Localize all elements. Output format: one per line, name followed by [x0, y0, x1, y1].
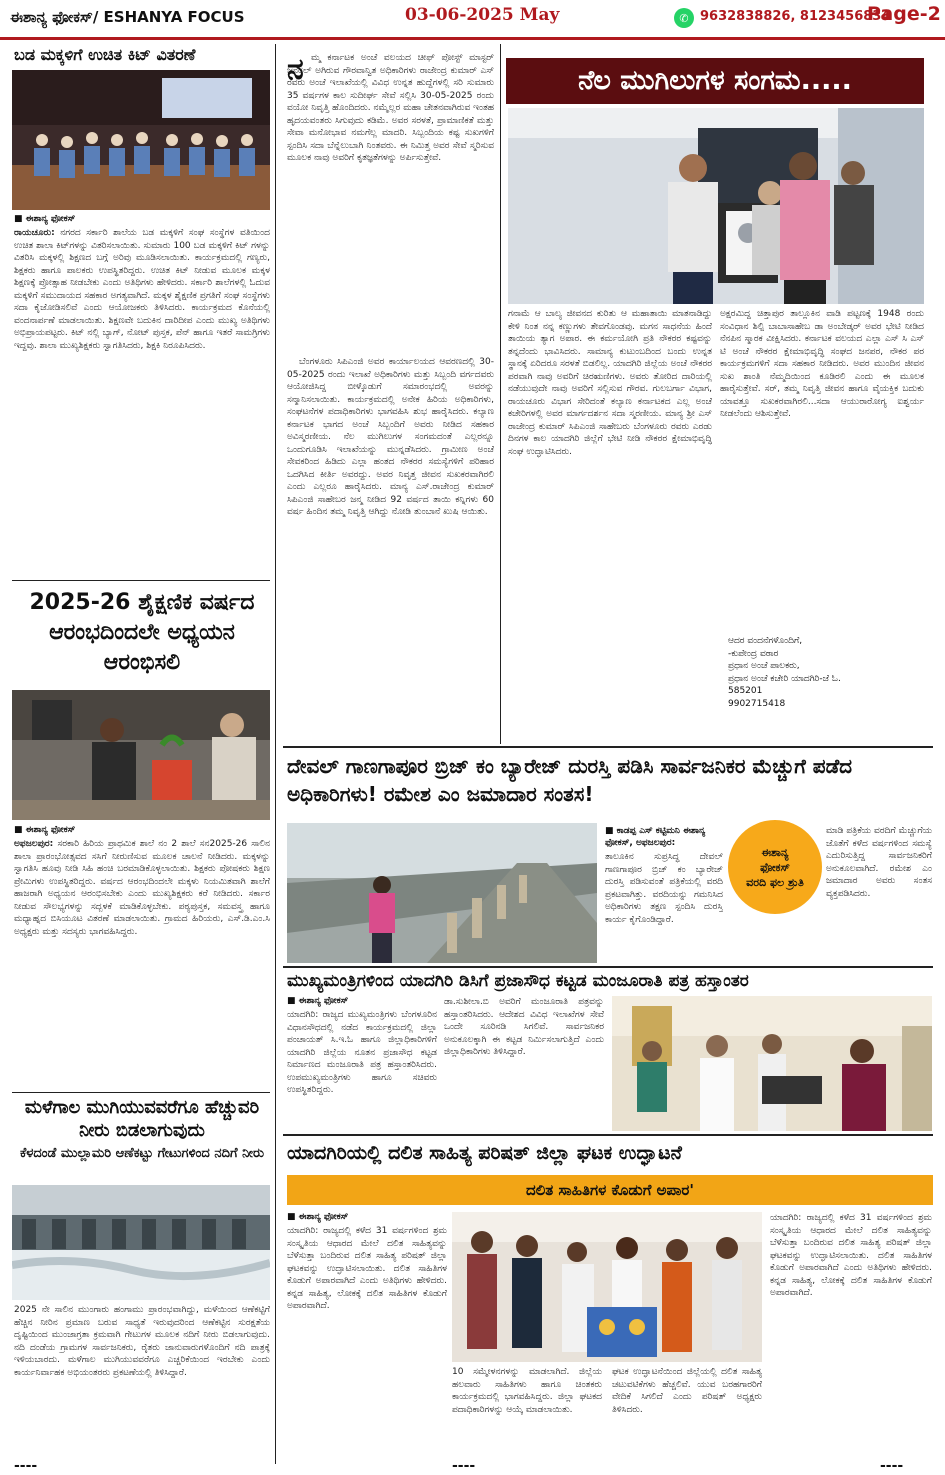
feature-body-left: ಗನಾಮೆ ಆ ಬಾಲ್ಯ ಜೀವನದ ಕುರಿತು ಆ ಮಹಾತಾಯಿ ಮಾತನಾಡಿದ್ದು ಕೇಳಿ ನಿಂತ ನನ್ನ ಕಣ್ಣುಗಳು ತೇವಗೊಂಡವು. ಮಗನ ಸಾಧನೆಯ ಹಿಂದೆ ತಾಯಿಯ ತ್ಯಾಗ ಅಪಾರ. ಈ ಕರ್ಮಯೋಗಿ ಪ್ರತಿ ನೌಕರರ ಕಷ್ಟವನ್ನು ತನ್ನದೆಂದು ಭಾವಿಸಿದರು. ಸಾಮಾನ್ಯ ಕುಟುಂಬದಿಂದ ಬಂದು ಉನ್ನತ ಸ್ಥಾನಕ್ಕೆ ಏರಿದರೂ ಸರಳತೆ ಬಿಡಲಿಲ್ಲ. ಯಾದಗಿರಿ ಜಿಲ್ಲೆಯ ಅಂಚೆ ನೌಕರರ ಪರವಾಗಿ ನಾವು ಅವರಿಗೆ ಚಿರಋಣಿಗಳು. ಅವರು ತೋರಿದ ದಾರಿಯಲ್ಲಿ ನಡೆಯುವುದೇ ನಾವು ಅವರಿಗೆ ಸಲ್ಲಿಸುವ ಗೌರವ. ಗುಲಬರ್ಗಾ ವಿಭಾಗ, ರಾಯಚೂರು ವಿಭಾಗ ಸೇರಿದಂತೆ ಕಲ್ಯಾಣ ಕರ್ನಾಟಕದ ಎಲ್ಲ ಅಂಚೆ ಕಚೇರಿಗಳಲ್ಲಿ ಅವರ ಮಾರ್ಗದರ್ಶನ ಸದಾ ಸ್ಮರಣೀಯ. ಮಾನ್ಯ ಶ್ರೀ ಎಸ್ ರಾಜೇಂದ್ರ ಕುಮಾರ್ ಸಿಪಿಎಂಜಿ ಸಾಹೇಬರು ಬೆಂಗಳೂರು ರವರು ಎರಡು ದಿನಗಳ ಕಾಲ ಯಾದಗಿರಿ ಜಿಲ್ಲೆಗೆ ಭೇಟಿ ನೀಡಿ ನೌಕರರ ಕ್ಷೇಮಾಭಿವೃದ್ಧಿ ಸಂಘ ಉದ್ಘಾಟಿಸಿದರು.	[508, 309, 712, 457]
byline: ■ ಈಶಾನ್ಯ ಫೋಕಸ್	[14, 825, 76, 835]
sign-line: -ಕುಪೇಂದ್ರ ವಠಾರ	[728, 648, 779, 659]
column-divider	[500, 44, 501, 744]
byline: ■ ಈಶಾನ್ಯ ಫೋಕಸ್	[14, 214, 76, 224]
section-divider	[12, 1092, 270, 1093]
sign-line: 585201	[728, 686, 763, 696]
photo-dalit-inauguration	[452, 1212, 762, 1362]
sign-line: ಪ್ರಧಾನ ಅಂಚೆ ಕಚೇರಿ ಯಾದಗಿರಿ-ಜೆ ಓ.	[728, 673, 841, 684]
byline-dalit: ■ ಈಶಾನ್ಯ ಫೋಕಸ್	[287, 1212, 349, 1222]
photo-kit-distribution	[12, 70, 270, 210]
article-body-dalit-3: ಘಟಕ ಉದ್ಘಾಟನೆಯಿಂದ ಜಿಲ್ಲೆಯಲ್ಲಿ ದಲಿತ ಸಾಹಿತ್ಯ ಚಟುವಟಿಕೆಗಳು ಹೆಚ್ಚಲಿವೆ. ಯುವ ಬರಹಗಾರರಿಗೆ ವೇದಿಕೆ ಸಿಗಲಿದೆ ಎಂದು ಪರಿಷತ್ ಅಧ್ಯಕ್ಷರು ತಿಳಿಸಿದರು.	[612, 1367, 762, 1415]
article-body-dalit: ಯಾದಗಿರಿ: ರಾಜ್ಯದಲ್ಲಿ ಕಳೆದ 31 ವರ್ಷಗಳಿಂದ ಶ್ರಮ ಸಂಸ್ಕೃತಿಯ ಆಧಾರದ ಮೇಲೆ ದಲಿತ ಸಾಹಿತ್ಯವನ್ನು ಬೆಳೆಸುತ್ತಾ ಬಂದಿರುವ ದಲಿತ ಸಾಹಿತ್ಯ ಪರಿಷತ್ ಜಿಲ್ಲಾ ಘಟಕವನ್ನು ಉದ್ಘಾಟಿಸಲಾಯಿತು. ದಲಿತ ಸಾಹಿತಿಗಳ ಕೊಡುಗೆ ಅಪಾರವಾಗಿದೆ ಎಂದು ಅತಿಥಿಗಳು ಹೇಳಿದರು. ಕನ್ನಡ ಸಾಹಿತ್ಯ, ಲೋಕಕ್ಕೆ ದಲಿತ ಸಾಹಿತಿಗಳ ಕೊಡುಗೆ ಅಪಾರವಾಗಿದೆ.	[287, 1226, 447, 1311]
article-body-cm-2: ಡಾ.ಸುಶೀಲಾ.ಬಿ ಅವರಿಗೆ ಮಂಜೂರಾತಿ ಪತ್ರವನ್ನು ಹಸ್ತಾಂತರಿಸಿದರು. ಆದೇಶದ ವಿವಿಧ ಇಲಾಖೆಗಳ ಸೇವೆ ಒಂದೇ ಸೂರಿನಡಿ ಸಿಗಲಿವೆ. ಸಾರ್ವಜನಿಕರ ಅನುಕೂಲಕ್ಕಾಗಿ ಈ ಕಟ್ಟಡ ನಿರ್ಮಿಸಲಾಗುತ್ತಿದೆ ಎಂದು ಜಿಲ್ಲಾಧಿಕಾರಿಗಳು ತಿಳಿಸಿದ್ದಾರೆ.	[444, 997, 604, 1057]
article-body-cm: ಯಾದಗಿರಿ: ರಾಜ್ಯದ ಮುಖ್ಯಮಂತ್ರಿಗಳು ಬೆಂಗಳೂರಿನ ವಿಧಾನಸೌಧದಲ್ಲಿ ನಡೆದ ಕಾರ್ಯಕ್ರಮದಲ್ಲಿ ಜಿಲ್ಲಾ ಪಂಚಾಯತ್ ಸಿ.ಇ.ಓ ಹಾಗೂ ಜಿಲ್ಲಾಧಿಕಾರಿಗಳಿಗೆ ಯಾದಗಿರಿ ಜಿಲ್ಲೆಯ ನೂತನ ಪ್ರಜಾಸೌಧ ಕಟ್ಟಡ ನಿರ್ಮಾಣದ ಮಂಜೂರಾತಿ ಪತ್ರ ಹಸ್ತಾಂತರಿಸಿದರು. ಉಪಮುಖ್ಯಮಂತ್ರಿಗಳು ಹಾಗೂ ಸಚಿವರು ಉಪಸ್ಥಿತರಿದ್ದರು.	[287, 1010, 437, 1095]
footer-dashes: ----	[14, 1458, 38, 1474]
article-body-retirement-1: ಮ್ಮ ಕರ್ನಾಟಕ ಅಂಚೆ ವಲಯದ ಚೀಫ್ ಪೋಸ್ಟ್ ಮಾಸ್ಟರ್ ಜನರಲ್ ಅಗಿರುವ ಗೌರವಾನ್ವಿತ ಅಧಿಕಾರಿಗಳು ರಾಜೇಂದ್ರ ಕುಮಾರ್ ಎಸ್ ರವರು ಅಂಚೆ ಇಲಾಖೆಯಲ್ಲಿ ವಿವಿಧ ಉನ್ನತ ಹುದ್ದೆಗಳಲ್ಲಿ ಸರಿ ಸುಮಾರು 35 ವರ್ಷಗಳ ಕಾಲ ಸುದೀರ್ಘ ಸೇವೆ ಸಲ್ಲಿಸಿ 30-05-2025 ರಂದು ವಯೋ ನಿವೃತ್ತಿ ಹೊಂದಿದರು. ನಮ್ಮೆಲ್ಲರ ಮಹಾ ಚೇತನವಾಗಿರುವ ಇಂತಹ ಹೃದಯವಂತರು ಸಿಗುವುದು ಕಡಿಮೆ. ಅವರ ಸರಳತೆ, ಪ್ರಾಮಾಣಿಕತೆ ಮತ್ತು ಸೇವಾ ಮನೋಭಾವ ನಮಗೆಲ್ಲ ಮಾದರಿ. ಸಿಬ್ಬಂದಿಯ ಕಷ್ಟ ಸುಖಗಳಿಗೆ ಸ್ಪಂದಿಸಿ ಸದಾ ಬೆನ್ನೆಲುಬಾಗಿ ನಿಂತವರು. ಈ ನಿಮಿತ್ತ ಅವರ ಸೇವೆ ಸ್ಮರಿಸುವ ಮೂಲಕ ನಾವು ಅವರಿಗೆ ಕೃತಜ್ಞತೆಗಳನ್ನು ಅರ್ಪಿಸುತ್ತೇವೆ.	[287, 53, 494, 163]
phone-numbers: 9632838826, 8123456834	[700, 9, 891, 24]
article-body-water-release: 2025 ನೇ ಸಾಲಿನ ಮುಂಗಾರು ಹಂಗಾಮು ಪ್ರಾರಂಭವಾಗಿದ್ದು, ಮಳೆಯಿಂದ ಆಣೆಕಟ್ಟಿಗೆ ಹೆಚ್ಚಿನ ನೀರಿನ ಪ್ರಮಾಣ ಬರುವ ಸಾಧ್ಯತೆ ಇರುವುದರಿಂದ ಆಣೆಕಟ್ಟಿನ ಸುರಕ್ಷತೆಯ ದೃಷ್ಟಿಯಿಂದ ಮುಂಜಾಗ್ರತಾ ಕ್ರಮವಾಗಿ ಗೇಟುಗಳ ಮೂಲಕ ನದಿಗೆ ನೀರು ಬಿಡಲಾಗುವುದು. ನದಿ ದಂಡೆಯ ಗ್ರಾಮಗಳ ಸಾರ್ವಜನಿಕರು, ರೈತರು ಜಾನುವಾರುಗಳೊಂದಿಗೆ ನದಿ ಪಾತ್ರಕ್ಕೆ ಇಳಿಯಬಾರದು. ಮಳೆಗಾಲ ಮುಗಿಯುವವರೆಗೂ ಎಚ್ಚರಿಕೆಯಿಂದ ಇರಬೇಕು ಎಂದು ಕಾರ್ಯನಿರ್ವಾಹಕ ಅಭಿಯಂತರರು ಪ್ರಕಟಣೆಯಲ್ಲಿ ತಿಳಿಸಿದ್ದಾರೆ.	[14, 1305, 270, 1378]
badge-line: ಈಶಾನ್ಯ	[761, 845, 789, 859]
section-divider	[283, 746, 933, 748]
article-body-kit: ರಾಯಚೂರು: ನಗರದ ಸರ್ಕಾರಿ ಶಾಲೆಯ ಬಡ ಮಕ್ಕಳಿಗೆ ಸಂಘ ಸಂಸ್ಥೆಗಳ ವತಿಯಿಂದ ಉಚಿತ ಶಾಲಾ ಕಿಟ್‌ಗಳನ್ನು ವಿತರಿಸಲಾಯಿತು. ಸುಮಾರು 100 ಬಡ ಮಕ್ಕಳಿಗೆ ಕಿಟ್ ಗಳನ್ನು ವಿತರಿಸಿ ಮಕ್ಕಳಲ್ಲಿ ಶಿಕ್ಷಣದ ಬಗ್ಗೆ ಅರಿವು ಮೂಡಿಸಲಾಯಿತು. ಕಾರ್ಯಕ್ರಮದಲ್ಲಿ ಗಣ್ಯರು, ಶಿಕ್ಷಕರು ಹಾಗೂ ಪಾಲಕರು ಉಪಸ್ಥಿತರಿದ್ದರು. ಉಚಿತ ಕಿಟ್ ನೀಡುವ ಮೂಲಕ ಮಕ್ಕಳ ಶಿಕ್ಷಣಕ್ಕೆ ಪ್ರೋತ್ಸಾಹ ನೀಡಬೇಕು ಎಂದು ಅತಿಥಿಗಳು ಹೇಳಿದರು. ಸರ್ಕಾರಿ ಶಾಲೆಗಳಲ್ಲಿ ಓದುವ ಮಕ್ಕಳಿಗೆ ಸಮುದಾಯದ ಸಹಕಾರ ಅಗತ್ಯವಾಗಿದೆ. ಮಕ್ಕಳ ಶೈಕ್ಷಣಿಕ ಪ್ರಗತಿಗೆ ಸಂಘ ಸಂಸ್ಥೆಗಳು ಸದಾ ಕೈಜೋಡಿಸಲಿವೆ ಎಂದು ಆಯೋಜಕರು ತಿಳಿಸಿದರು. ಕಾರ್ಯಕ್ರಮದ ಕೊನೆಯಲ್ಲಿ ವಂದನಾರ್ಪಣೆ ಮಾಡಲಾಯಿತು. ಶಿಕ್ಷಣವೇ ಬದುಕಿನ ದಾರಿದೀಪ ಎಂದು ಮುಖ್ಯ ಅತಿಥಿಗಳು ಅಭಿಪ್ರಾಯಪಟ್ಟರು. ಕಿಟ್ ನಲ್ಲಿ ಬ್ಯಾಗ್, ನೋಟ್ ಪುಸ್ತಕ, ಪೆನ್ ಹಾಗೂ ಇತರೆ ಸಾಮಗ್ರಿಗಳು ಇದ್ದವು. ಶಾಲಾ ಮುಖ್ಯಶಿಕ್ಷಕರು ಸ್ವಾಗತಿಸಿದರು, ಶಿಕ್ಷಕಿ ನಿರೂಪಿಸಿದರು.	[14, 228, 270, 351]
feature-body-right: ಅಕ್ಷರಮಿದ್ದ ಚಿತ್ತಾಪುರ ತಾಲ್ಲೂಕಿನ ವಾಡಿ ಪಟ್ಟಣಕ್ಕೆ 1948 ರಂದು ಸಂವಿಧಾನ ಶಿಲ್ಪಿ ಬಾಬಾಸಾಹೇಬ ಡಾ ಅಂಬೇಡ್ಕರ್ ಅವರ ಭೇಟಿ ನೀಡಿದ ನೆನಪಿನ ಸ್ಮಾರಕ ವೀಕ್ಷಿಸಿದರು. ಕರ್ನಾಟಕ ವಲಯದ ಎಲ್ಲಾ ಎಸ್ ಸಿ ಎಸ್ ಟಿ ಅಂಚೆ ನೌಕರರ ಕ್ಷೇಮಾಭಿವೃದ್ಧಿ ಸಂಘದ ಜನಪರ, ನೌಕರ ಪರ ಕಾರ್ಯಕ್ರಮಗಳಿಗೆ ಸದಾ ಸಹಕಾರ ನೀಡಿದರು. ಅವರ ಮುಂದಿನ ಜೀವನ ಸುಖ ಶಾಂತಿ ನೆಮ್ಮದಿಯಿಂದ ಕೂಡಿರಲಿ ಎಂದು ಈ ಮೂಲಕ ಹಾರೈಸುತ್ತೇವೆ. ಸರ್, ತಮ್ಮ ನಿವೃತ್ತಿ ಜೀವನ ಹಾಗೂ ವೈಯಕ್ತಿಕ ಬದುಕು ಯಾವತ್ತೂ ಸುಖಕರವಾಗಿರಲಿ...ಸದಾ ಆಯುರಾರೋಗ್ಯ ಐಶ್ವರ್ಯ ನೀಡಲೆಂದು ಆಶಿಸುತ್ತೇವೆ.	[720, 309, 924, 419]
footer-dashes: ----	[880, 1458, 904, 1474]
article-body-retirement-2: ಬೆಂಗಳೂರು ಸಿಪಿಎಂಜಿ ಅವರ ಕಾರ್ಯಾಲಯದ ಆವರಣದಲ್ಲಿ 30-05-2025 ರಂದು ಇಲಾಖೆ ಅಧಿಕಾರಿಗಳು ಮತ್ತು ಸಿಬ್ಬಂದಿ ವರ್ಗದವರು ಆಯೋಜಿಸಿದ್ದ ಬೀಳ್ಕೊಡುಗೆ ಸಮಾರಂಭದಲ್ಲಿ ಅವರನ್ನು ಸನ್ಮಾನಿಸಲಾಯಿತು. ಕಾರ್ಯಕ್ರಮದಲ್ಲಿ ಅನೇಕ ಹಿರಿಯ ಅಧಿಕಾರಿಗಳು, ಸಂಘಟನೆಗಳ ಪದಾಧಿಕಾರಿಗಳು ಭಾಗವಹಿಸಿ ಶುಭ ಹಾರೈಸಿದರು. ಕಲ್ಯಾಣ ಕರ್ನಾಟಕ ಭಾಗದ ಅಂಚೆ ಸಿಬ್ಬಂದಿಗೆ ಅವರು ನೀಡಿದ ಸಹಕಾರ ಅವಿಸ್ಮರಣೀಯ. ನೆಲ ಮುಗಿಲುಗಳ ಸಂಗಮದಂತೆ ಎಲ್ಲರನ್ನೂ ಒಂದುಗೂಡಿಸಿ ಇಲಾಖೆಯನ್ನು ಮುನ್ನಡೆಸಿದರು. ಗ್ರಾಮೀಣ ಅಂಚೆ ಸೇವಕರಿಂದ ಹಿಡಿದು ಎಲ್ಲಾ ಹಂತದ ನೌಕರರ ಸಮಸ್ಯೆಗಳಿಗೆ ಪರಿಹಾರ ಒದಗಿಸಿದ ಕೀರ್ತಿ ಅವರದ್ದು. ಅವರ ನಿವೃತ್ತ ಜೀವನ ಸುಖಕರವಾಗಿರಲಿ ಎಂದು ಎಲ್ಲರೂ ಹಾರೈಸಿದರು. ಮಾನ್ಯ ಎಸ್.ರಾಜೇಂದ್ರ ಕುಮಾರ್ ಸಿಪಿಎಂಜಿ ಸಾಹೇಬರ ಜನ್ಮ ನೀಡಿದ 92 ವರ್ಷದ ತಾಯಿ ಕನ್ನಿಗಳು 60 ವರ್ಷ ಹಿಂದಿನ ತಮ್ಮ ನಿವೃತ್ತಿ ಆಗಿದ್ದು ನೋಡಿ ತುಂಬಾನೆ ಖುಷಿ ಆಯಿತು.	[287, 357, 494, 517]
badge-line: ವರದಿ ಫಲ ಶ್ರುತಿ	[746, 875, 804, 889]
badge-line: ಫೋಕಸ್	[760, 860, 790, 874]
section-divider	[283, 966, 933, 968]
headline-kit: ಬಡ ಮಕ್ಕಳಿಗೆ ಉಚಿತ ಕಿಟ್ ವಿತರಣೆ	[14, 45, 196, 64]
report-impact-badge	[728, 820, 822, 914]
page-number: Page-2	[867, 3, 941, 25]
sign-line: 9902715418	[728, 698, 786, 709]
headline-water-release: ಮಳೆಗಾಲ ಮುಗಿಯುವವರೆಗೂ ಹೆಚ್ಚುವರಿ ನೀರು ಬಿಡಲಾಗುವುದು	[24, 1097, 260, 1141]
article-body-dalit-4: ಯಾದಗಿರಿ: ರಾಜ್ಯದಲ್ಲಿ ಕಳೆದ 31 ವರ್ಷಗಳಿಂದ ಶ್ರಮ ಸಂಸ್ಕೃತಿಯ ಆಧಾರದ ಮೇಲೆ ದಲಿತ ಸಾಹಿತ್ಯವನ್ನು ಬೆಳೆಸುತ್ತಾ ಬಂದಿರುವ ದಲಿತ ಸಾಹಿತ್ಯ ಪರಿಷತ್ ಜಿಲ್ಲಾ ಘಟಕವನ್ನು ಉದ್ಘಾಟಿಸಲಾಯಿತು. ದಲಿತ ಸಾಹಿತಿಗಳ ಕೊಡುಗೆ ಅಪಾರವಾಗಿದೆ ಎಂದು ಅತಿಥಿಗಳು ಹೇಳಿದರು. ಕನ್ನಡ ಸಾಹಿತ್ಯ, ಲೋಕಕ್ಕೆ ದಲಿತ ಸಾಹಿತಿಗಳ ಕೊಡುಗೆ ಅಪಾರವಾಗಿದೆ.	[770, 1213, 932, 1298]
byline-cm: ■ ಈಶಾನ್ಯ ಫೋಕಸ್	[287, 996, 349, 1006]
photo-dam-gates	[12, 1185, 270, 1300]
headline-academic-year: 2025-26 ಶೈಕ್ಷಣಿಕ ವರ್ಷದ ಆರಂಭದಿಂದಲೇ ಅಧ್ಯಯನ ಆರಂಭಿಸಲಿ	[29, 590, 255, 675]
photo-cm-handover	[612, 996, 932, 1131]
byline-bridge: ■ ಕಾಡಪ್ಪ ಎಸ್ ಕಟ್ಟಿಮನಿ ಈಶಾನ್ಯ ಫೋಕಸ್, ಅಫಜಲಪುರ:	[605, 826, 706, 848]
dropcap: ನ	[287, 52, 304, 87]
headline-dalit: ಯಾದಗಿರಿಯಲ್ಲಿ ದಲಿತ ಸಾಹಿತ್ಯ ಪರಿಷತ್ ಜಿಲ್ಲಾ ಘಟಕ ಉದ್ಘಾಟನೆ	[287, 1142, 682, 1164]
section-divider	[283, 1134, 933, 1136]
photo-retirement-felicitation	[508, 108, 924, 304]
subhead-ribbon: ದಲಿತ ಸಾಹಿತಿಗಳ ಕೊಡುಗೆ ಅಪಾರ'	[287, 1175, 933, 1205]
photo-school-opening	[12, 690, 270, 820]
issue-date: 03-06-2025 May	[405, 5, 560, 25]
sign-line: ಪ್ರಧಾನ ಅಂಚೆ ಪಾಲಕರು,	[728, 661, 800, 671]
article-body-academic-year: ಅಫಜಲಪುರ: ಸರಕಾರಿ ಹಿರಿಯ ಪ್ರಾಥಮಿಕ ಶಾಲೆ ನಂ 2 ಶಾಲೆ ಸನ2025-26 ಸಾಲಿನ ಶಾಲಾ ಪ್ರಾರಂಭೋತ್ಸವದ ಸಸಿಗೆ ನೀರುಣಿಸುವ ಮೂಲಕ ಚಾಲನೆ ನೀಡಿದರು. ಮಕ್ಕಳನ್ನು ಸ್ವಾಗತಿಸಿ ಹೂವು ನೀಡಿ ಸಿಹಿ ಹಂಚಿ ಬರಮಾಡಿಕೊಳ್ಳಲಾಯಿತು. ಶಿಕ್ಷಕರು ಪೋಷಕರು ಶಿಕ್ಷಣ ಪ್ರೇಮಿಗಳು ಉಪಸ್ಥಿತರಿದ್ದರು. ವರ್ಷದ ಆರಂಭದಿಂದಲೇ ಮಕ್ಕಳು ನಿಯಮಿತವಾಗಿ ಶಾಲೆಗೆ ಹಾಜರಾಗಿ ಅಧ್ಯಯನ ಆರಂಭಿಸಬೇಕು ಎಂದು ಮುಖ್ಯಶಿಕ್ಷಕರು ಕರೆ ನೀಡಿದರು. ಸರ್ಕಾರ ನೀಡುವ ಸೌಲಭ್ಯಗಳನ್ನು ಸದ್ಬಳಕೆ ಮಾಡಿಕೊಳ್ಳಬೇಕು. ಪಠ್ಯಪುಸ್ತಕ, ಸಮವಸ್ತ್ರ ಹಾಗೂ ಮಧ್ಯಾಹ್ನದ ಬಿಸಿಯೂಟ ವಿತರಣೆ ಮಾಡಲಾಯಿತು. ಗ್ರಾಮದ ಹಿರಿಯರು, ಎಸ್.ಡಿ.ಎಂ.ಸಿ ಅಧ್ಯಕ್ಷರು ಮತ್ತು ಸದಸ್ಯರು ಭಾಗವಹಿಸಿದ್ದರು.	[14, 839, 270, 937]
whatsapp-icon: ✆	[674, 8, 694, 28]
article-body-bridge-2: ಮಾಡಿ ಪತ್ರಿಕೆಯ ವರದಿಗೆ ಮೆಚ್ಚುಗೆಯ ಜೊತೆಗೆ ಕಳೆದ ವರ್ಷಗಳಿಂದ ಸಮಸ್ಯೆ ಎದುರಿಸುತ್ತಿದ್ದ ಸಾರ್ವಜನಿಕರಿಗೆ ಅನುಕೂಲವಾಗಿದೆ. ರಮೇಶ ಎಂ ಜಮಾದಾರ ಅವರು ಸಂತಸ ವ್ಯಕ್ತಪಡಿಸಿದರು.	[826, 826, 932, 899]
headline-cm: ಮುಖ್ಯಮಂತ್ರಿಗಳಿಂದ ಯಾದಗಿರಿ ಡಿಸಿಗೆ ಪ್ರಜಾಸೌಧ ಕಟ್ಟಡ ಮಂಜೂರಾತಿ ಪತ್ರ ಹಸ್ತಾಂತರ	[287, 971, 749, 991]
subhead-water-release: ಕೆಳದಂಡೆ ಮುಲ್ಲಾಮರಿ ಆಣೆಕಟ್ಟು ಗೇಟುಗಳಿಂದ ನದಿಗೆ ನೀರು	[19, 1146, 265, 1161]
photo-bridge	[287, 823, 597, 963]
article-body-bridge: ತಾಲೂಕಿನ ಸುಪ್ರಸಿದ್ಧ ದೇವಲ್ ಗಾಣಗಾಪೂರ ಬ್ರಿಜ್ ಕಂ ಬ್ಯಾರೇಜ್ ದುರಸ್ತಿ ಪಡಿಸುವಂತೆ ಪತ್ರಿಕೆಯಲ್ಲಿ ವರದಿ ಪ್ರಕಟವಾಗಿತ್ತು. ವರದಿಯನ್ನು ಗಮನಿಸಿದ ಅಧಿಕಾರಿಗಳು ತಕ್ಷಣ ಸ್ಪಂದಿಸಿ ದುರಸ್ತಿ ಕಾರ್ಯ ಕೈಗೊಂಡಿದ್ದಾರೆ.	[605, 852, 723, 925]
headline-bridge: ದೇವಲ್ ಗಾಣಗಾಪೂರ ಬ್ರಿಜ್ ಕಂ ಬ್ಯಾರೇಜ್ ದುರಸ್ತಿ ಪಡಿಸಿ ಸಾರ್ವಜನಿಕರ ಮೆಚ್ಚುಗೆ ಪಡೆದ ಅಧಿಕಾರಿಗಳು! ರಮೇಶ ಎಂ ಜಮಾದಾರ ಸಂತಸ!	[287, 754, 853, 806]
column-divider	[275, 44, 276, 1464]
footer-dashes: ----	[452, 1458, 476, 1474]
section-divider	[12, 580, 270, 581]
sign-line: ಆದರ ವಂದನೆಗಳೊಂದಿಗೆ,	[728, 636, 803, 646]
feature-banner: ನೆಲ ಮುಗಿಲುಗಳ ಸಂಗಮ.....	[506, 58, 924, 104]
article-body-dalit-2: 10 ಸಮ್ಮೇಳನಗಳನ್ನು ಮಾಡಲಾಗಿದೆ. ಜಿಲ್ಲೆಯ ಹಲವಾರು ಸಾಹಿತಿಗಳು ಹಾಗೂ ಚಿಂತಕರು ಕಾರ್ಯಕ್ರಮದಲ್ಲಿ ಭಾಗವಹಿಸಿದ್ದರು. ಜಿಲ್ಲಾ ಘಟಕದ ಪದಾಧಿಕಾರಿಗಳನ್ನು ಆಯ್ಕೆ ಮಾಡಲಾಯಿತು.	[452, 1367, 602, 1415]
newspaper-brand: ಈಶಾನ್ಯ ಫೋಕಸ್/ ESHANYA FOCUS	[10, 8, 245, 26]
feature-signature	[728, 635, 924, 710]
